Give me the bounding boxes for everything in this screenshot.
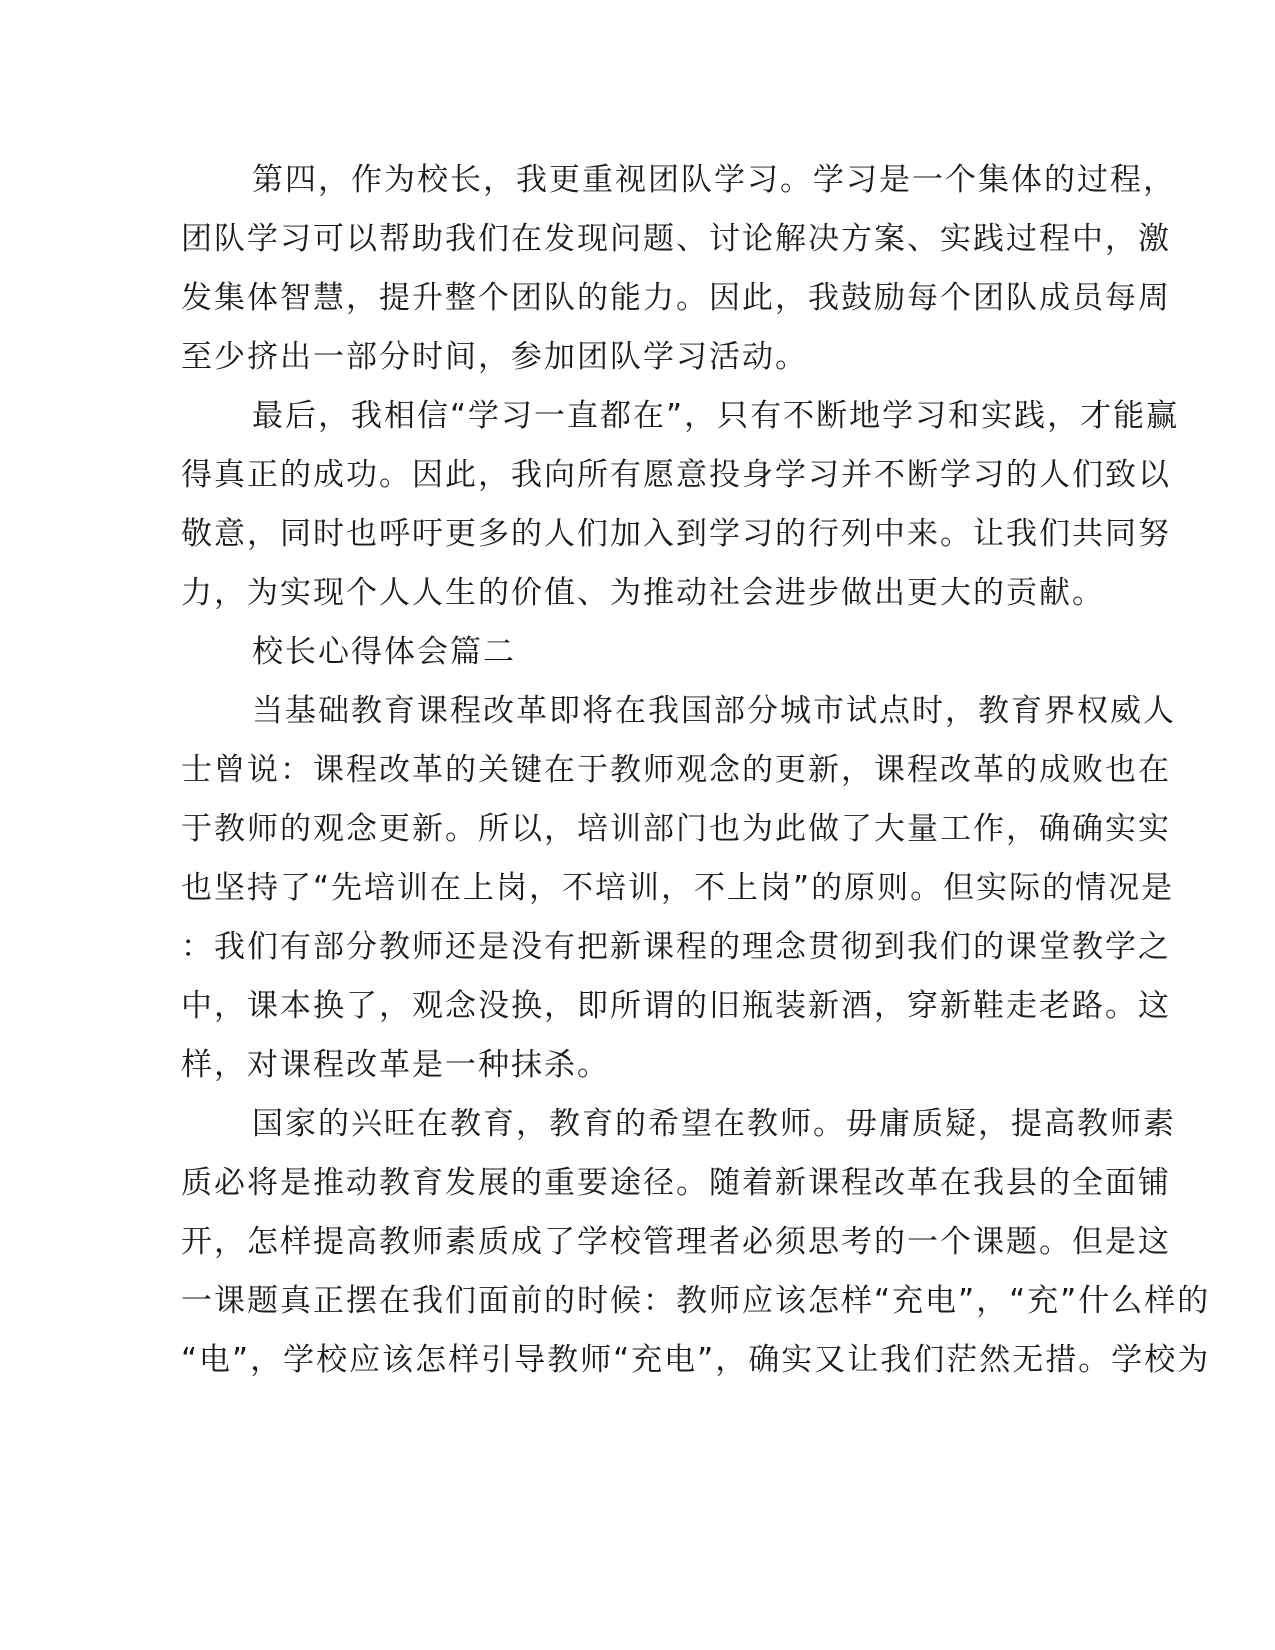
text-line-2: 团队学习可以帮助我们在发现问题、讨论解决方案、实践过程中，激	[181, 221, 1171, 257]
text-line-6: 得真正的成功。因此，我向所有愿意投身学习并不断学习的人们致以	[181, 457, 1171, 493]
text-line-14: ：我们有部分教师还是没有把新课程的理念贯彻到我们的课堂教学之	[181, 929, 1171, 965]
text-line-18: 质必将是推动教育发展的重要途径。随着新课程改革在我县的全面铺	[181, 1165, 1171, 1201]
section-heading: 校长心得体会篇二	[252, 634, 516, 670]
text-line-5: 最后，我相信“学习一直都在”，只有不断地学习和实践，才能赢	[252, 398, 1180, 434]
text-line-15: 中，课本换了，观念没换，即所谓的旧瓶装新酒，穿新鞋走老路。这	[181, 988, 1171, 1024]
text-line-7: 敬意，同时也呼吁更多的人们加入到学习的行列中来。让我们共同努	[181, 516, 1171, 552]
text-line-17: 国家的兴旺在教育，教育的希望在教师。毋庸质疑，提高教师素	[252, 1106, 1176, 1142]
text-line-13: 也坚持了“先培训在上岗，不培训，不上岗”的原则。但实际的情况是	[181, 870, 1175, 906]
text-line-16: 样，对课程改革是一种抹杀。	[181, 1047, 610, 1083]
text-line-8: 力，为实现个人人生的价值、为推动社会进步做出更大的贡献。	[181, 575, 1105, 611]
text-line-1: 第四，作为校长，我更重视团队学习。学习是一个集体的过程，	[252, 162, 1176, 198]
text-line-10: 当基础教育课程改革即将在我国部分城市试点时，教育界权威人	[252, 693, 1176, 729]
text-line-19: 开，怎样提高教师素质成了学校管理者必须思考的一个课题。但是这	[181, 1224, 1171, 1260]
text-line-21: “电”，学校应该怎样引导教师“充电”，确实又让我们茫然无措。学校为	[181, 1342, 1211, 1378]
text-line-11: 士曾说：课程改革的关键在于教师观念的更新，课程改革的成败也在	[181, 752, 1171, 788]
text-line-4: 至少挤出一部分时间，参加团队学习活动。	[181, 339, 808, 375]
text-line-20: 一课题真正摆在我们面前的时候：教师应该怎样“充电”，“充”什么样的	[181, 1283, 1211, 1319]
text-line-3: 发集体智慧，提升整个团队的能力。因此，我鼓励每个团队成员每周	[181, 280, 1171, 316]
text-line-12: 于教师的观念更新。所以，培训部门也为此做了大量工作，确确实实	[181, 811, 1171, 847]
